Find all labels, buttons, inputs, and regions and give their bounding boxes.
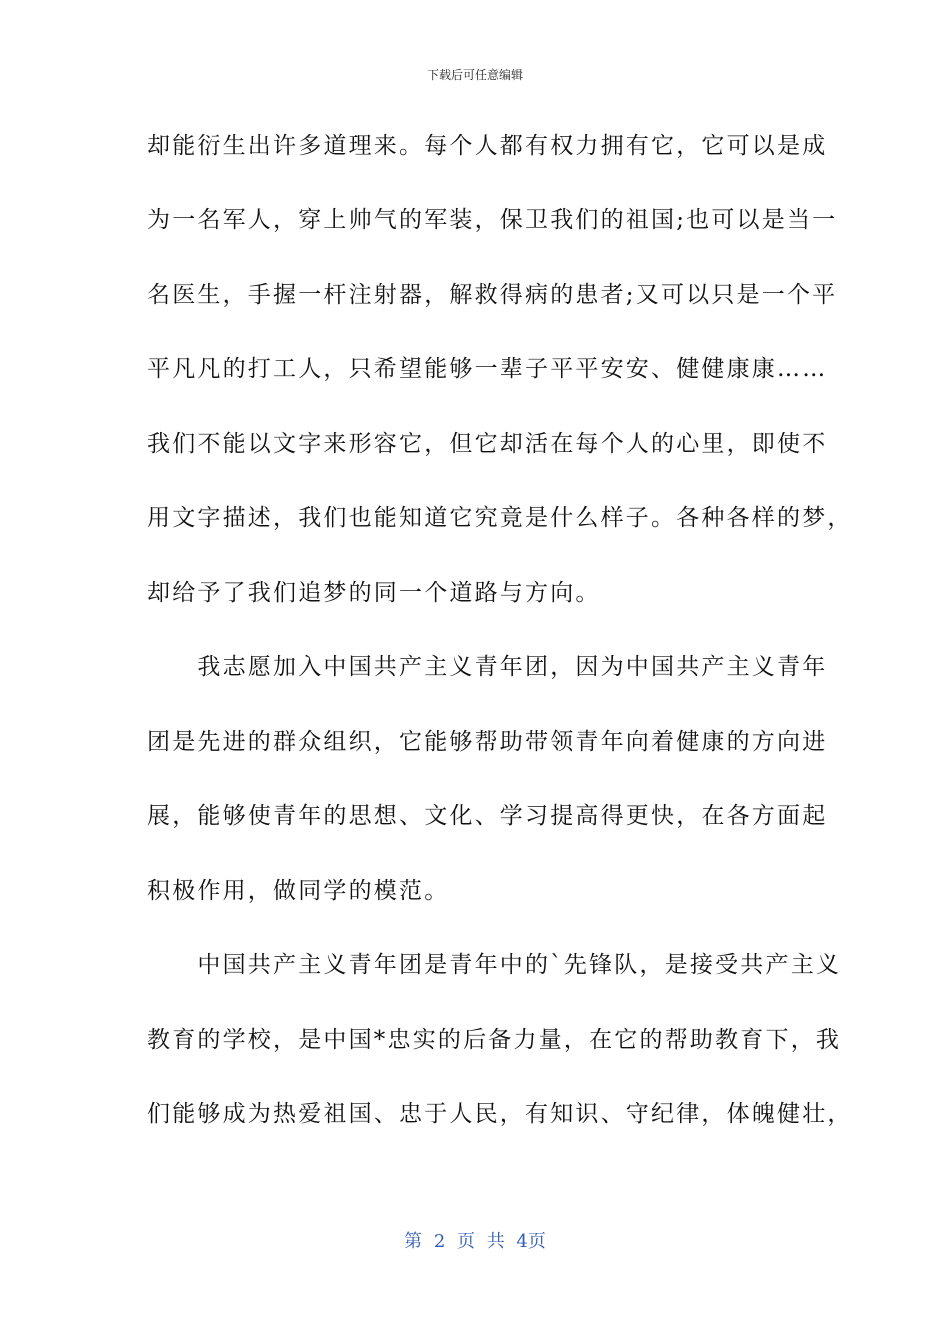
text-line: 展，能够使青年的思想、文化、学习提高得更快，在各方面起 [147, 803, 828, 829]
text-line: 用文字描述，我们也能知道它究竟是什么样子。各种各样的梦， [147, 505, 853, 531]
text-line: 积极作用，做同学的模范。 [147, 878, 450, 904]
text-line: 教育的学校，是中国*忠实的后备力量，在它的帮助教育下，我 [147, 1027, 842, 1053]
text-line: 平凡凡的打工人，只希望能够一辈子平平安安、健健康康…… [147, 356, 828, 382]
text-line: 中国共产主义青年团是青年中的`先锋队，是接受共产主义 [147, 952, 842, 978]
text-line: 们能够成为热爱祖国、忠于人民，有知识、守纪律，体魄健壮， [147, 1101, 853, 1127]
text-line: 团是先进的群众组织，它能够帮助带领青年向着健康的方向进 [147, 729, 828, 755]
text-line: 我志愿加入中国共产主义青年团，因为中国共产主义青年 [147, 654, 828, 680]
text-line: 为一名军人，穿上帅气的军装，保卫我们的祖国;也可以是当一 [147, 207, 838, 233]
text-line: 我们不能以文字来形容它，但它却活在每个人的心里，即使不 [147, 431, 828, 457]
text-line: 却给予了我们追梦的同一个道路与方向。 [147, 580, 601, 606]
page-header: 下载后可任意编辑 [426, 68, 523, 82]
text-line: 名医生，手握一杆注射器，解救得病的患者;又可以只是一个平 [147, 282, 838, 308]
page-number-footer: 第 2 页 共 4页 [404, 1231, 546, 1252]
text-line: 却能衍生出许多道理来。每个人都有权力拥有它，它可以是成 [147, 133, 828, 159]
